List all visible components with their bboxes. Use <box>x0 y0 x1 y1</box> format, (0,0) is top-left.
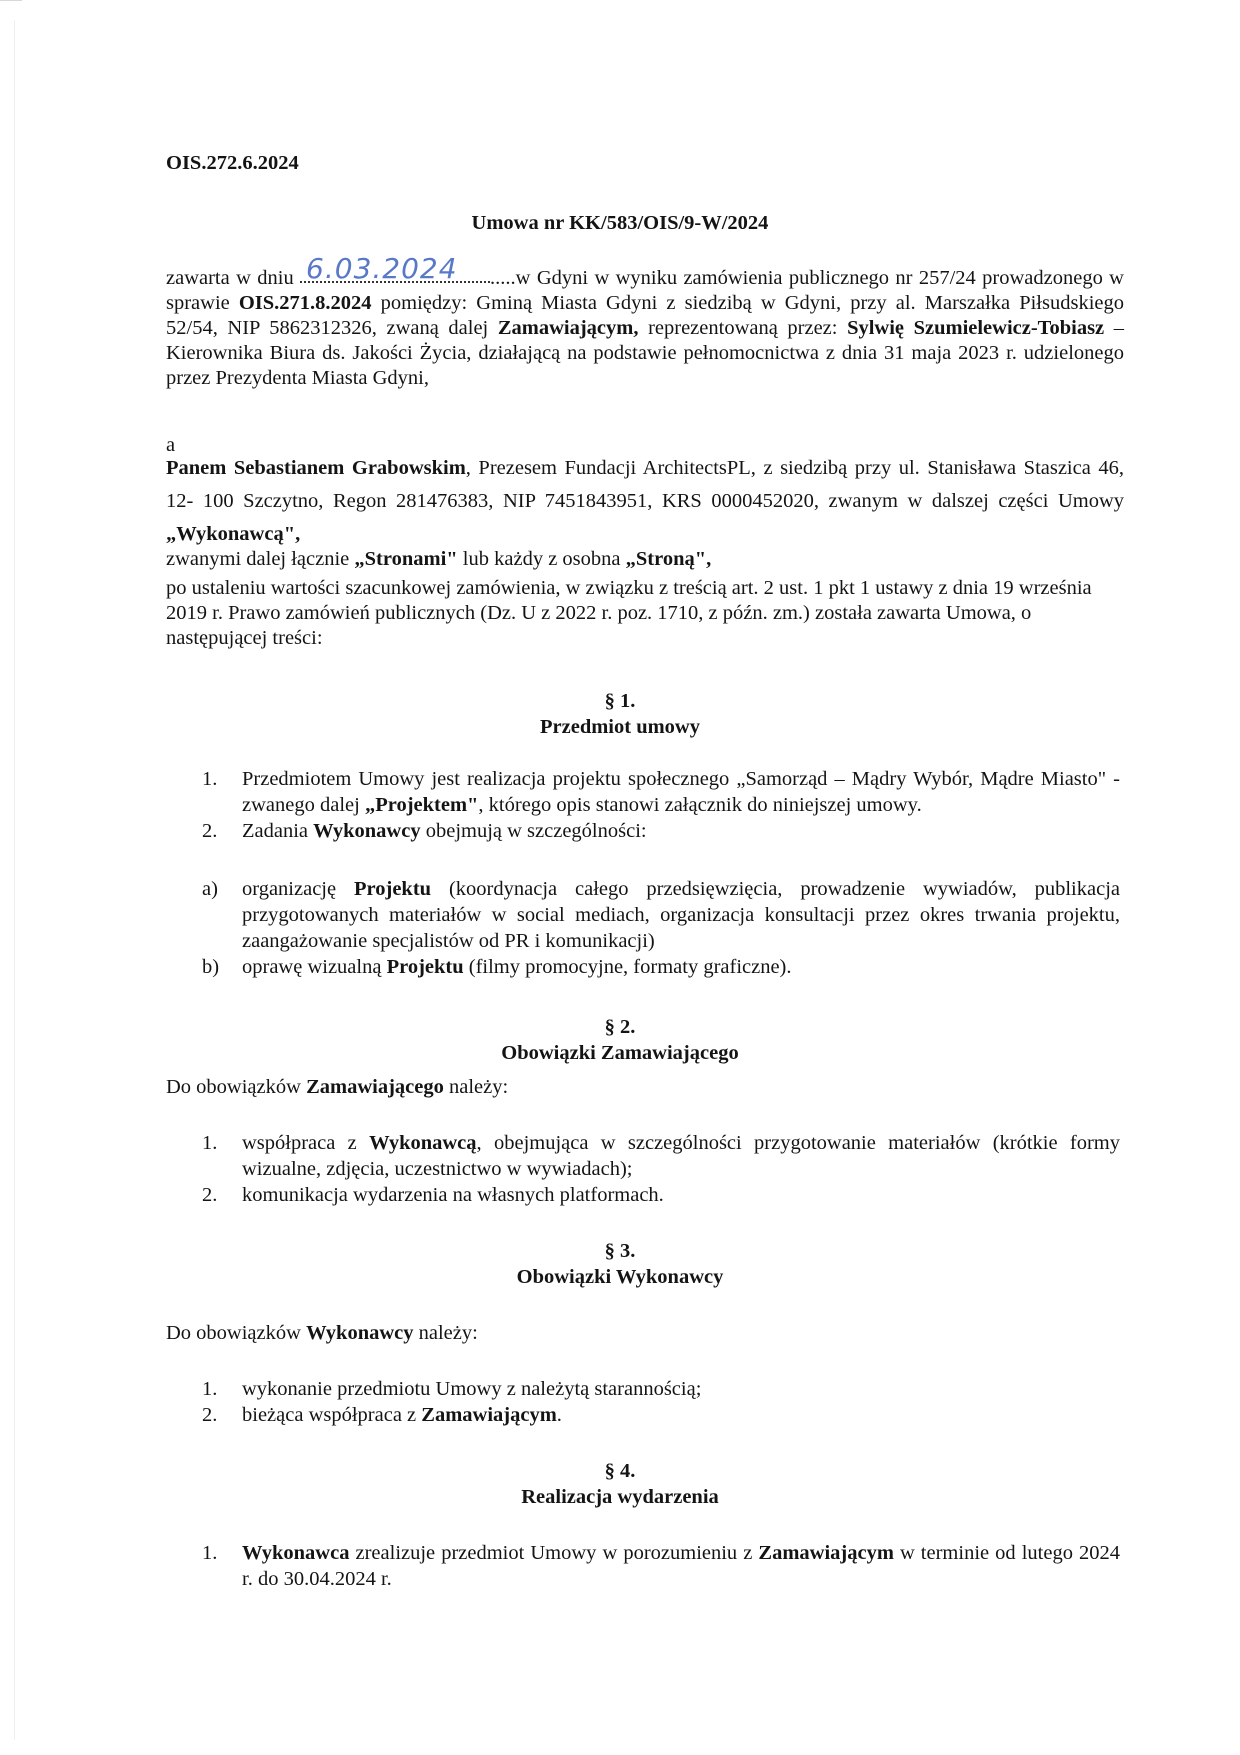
list-item: b) oprawę wizualną Projektu (filmy promocyjne, formaty graficzne). <box>202 956 792 978</box>
legal-basis-paragraph: po ustaleniu wartości szacunkowej zamówienia, w związku z treścią art. 2 ust. 1 pkt 1 ustawy z dnia 19 września 2019 r. Prawo zamówień publicznych (Dz. U z 2022 r. poz. 1710, z późn. zm.) została zawarta Umowa, o następującej treści: <box>166 577 1092 649</box>
section-1-number: § 1. <box>604 690 636 712</box>
section-3-title: Obowiązki Wykonawcy <box>516 1266 724 1288</box>
list-item: 2. bieżąca współpraca z Zamawiającym. <box>202 1404 562 1426</box>
section-2-number: § 2. <box>604 1016 636 1038</box>
section-3-list <box>202 1376 1120 1428</box>
contractor-paragraph: Panem Sebastianem Grabowskim, Prezesem Fundacji ArchitectsPL, z siedzibą przy ul. Stanisława Staszica 46, 12- 100 Szczytno, Regon 281476383, NIP 7451843951, KRS 0000452020, zwanym w dalszej części Umowy „Wykonawcą", <box>166 457 1124 545</box>
section-4-title: Realizacja wydarzenia <box>521 1486 719 1508</box>
document-reference: OIS.272.6.2024 <box>166 152 299 174</box>
section-4-list <box>202 1540 1120 1592</box>
list-item: 1. Przedmiotem Umowy jest realizacja projektu społecznego „Samorząd – Mądry Wybór, Mądre Miasto" - zwanego dalej „Projektem", którego opis stanowi załącznik do niniejszej umowy. <box>202 768 1120 816</box>
section-2-intro: Do obowiązków Zamawiającego należy: <box>166 1076 509 1098</box>
section-2-list <box>202 1130 1120 1208</box>
conjunction-a: a <box>166 434 176 456</box>
scan-corner-mark <box>0 0 22 1</box>
list-item: 1. wykonanie przedmiotu Umowy z należytą starannością; <box>202 1378 702 1400</box>
section-3-intro: Do obowiązków Wykonawcy należy: <box>166 1322 478 1344</box>
list-item: 1. współpraca z Wykonawcą, obejmująca w szczególności przygotowanie materiałów (krótkie formy wizualne, zdjęcia, uczestnictwo w wywiadach); <box>202 1132 1120 1180</box>
section-2-title: Obowiązki Zamawiającego <box>501 1042 739 1064</box>
list-item: 2. komunikacja wydarzenia na własnych platformach. <box>202 1184 664 1206</box>
intro-paragraph: zawarta w dniu 6.03.2024 .....w Gdyni w wyniku zamówienia publicznego nr 257/24 prowadzonego w sprawie OIS.271.8.2024 pomiędzy: Gminą Miasta Gdyni z siedzibą w Gdyni, przy al. Marszałka Piłsudskiego 52/54, NIP 5862312326, zwaną dalej Zamawiającym, reprezentowaną przez: Sylwię Szumielewicz-Tobiasz – Kierownika Biura ds. Jakości Życia, działającą na podstawie pełnomocnictwa z dnia 31 maja 2023 r. udzielonego przez Prezydenta Miasta Gdyni, <box>166 252 1125 389</box>
section-4-number: § 4. <box>604 1460 636 1482</box>
list-item: a) organizację Projektu (koordynacja całego przedsięwzięcia, prowadzenie wywiadów, publikacja przygotowanych materiałów w social mediach, organizacja konsultacji przez okres trwania projektu, zaangażowanie specjalistów od PR i komunikacji) <box>202 878 1120 952</box>
section-1-title: Przedmiot umowy <box>540 716 700 738</box>
list-item: 2. Zadania Wykonawcy obejmują w szczególności: <box>202 820 647 842</box>
contract-title: Umowa nr KK/583/OIS/9-W/2024 <box>471 212 769 234</box>
section-1-list <box>202 766 1120 980</box>
list-item: 1. Wykonawca zrealizuje przedmiot Umowy w porozumieniu z Zamawiającym w terminie od lutego 2024 r. do 30.04.2024 r. <box>202 1542 1120 1590</box>
scan-edge-line <box>14 20 15 1740</box>
parties-line: zwanymi dalej łącznie „Stronami" lub każdy z osobna „Stroną", <box>166 548 712 570</box>
section-3-number: § 3. <box>604 1240 636 1262</box>
handwritten-date: 6.03.2024 <box>300 262 490 287</box>
